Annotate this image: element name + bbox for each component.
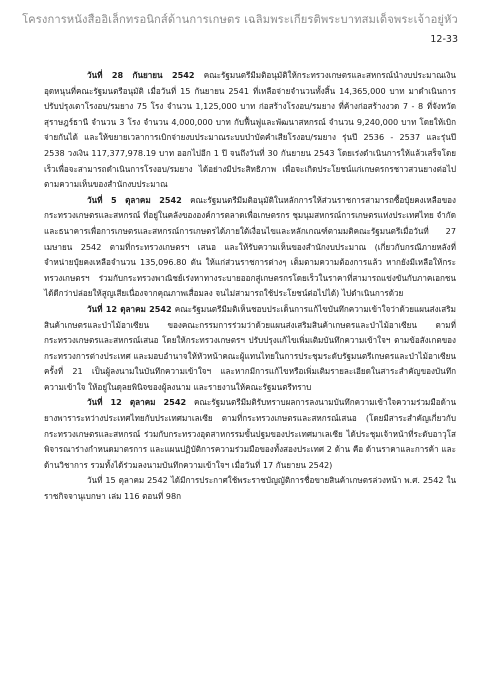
paragraph-text: คณะรัฐมนตรีมีมติอนุมัติให้กระทรวงเกษตรและสหกรณ์นำงบประมาณเงินอุดหนุนที่คณะรัฐมนตรีอนุมัติ เมื่อวันที่ 15 กันยายน 2541 ที่เหลือจ่ายจำนวนทั้งสิ้น 14,365,000 บาท มาดำเนินการปรับปรุงเตาโรงอบ/รมยาง 75 โรง จำนวน 1,125,000 บาท ก่อสร้างโรงอบ/รมยาง ที่ค้างก่อสร้างงวด 7 - 8 ที่จังหวัดสุราษฎร์ธานี จำนวน 3 โรง จำนวน 4,000,000 บาท กับฟื้นฟูและพัฒนาสหกรณ์ จำนวน 9,240,000 บาท โดยให้เบิกจ่ายกันได้ และให้ขยายเวลาการเบิกจ่ายงบประมาณระบบป่าบัตคำเสียโรงอบ/รมยาง รุ่นปี 2536 - 2537 และรุ่นปี 2538 วงเงิน 117,377,978.19 บาท ออกไปอีก 1 ปี จนถึงวันที่ 30 กันยายน 2543 โดยเร่งดำเนินการให้แล้วเสร็จโดยเร็วเพื่อจะสามารถดำเนินการโรงอบ/รมยาง ได้อย่างมีประสิทธิภาพ เพื่อจะเกิดประโยชน์แก่เกษตรกรชาวสวนยางต่อไป ตามความเห็นของสำนักงบประมาณ [44,70,456,190]
paragraph-text: วันที่ 15 ตุลาคม 2542 ได้มีการประกาศใช้พระราชบัญญัติการชื่อขายสินค้าเกษตรล่วงหน้า พ.ศ. 2542 ในราชกิจจานุเบกษา เล่ม 116 ตอนที่ 98ก [44,475,456,502]
paragraph-text: คณะรัฐมนตรีมีมติเห็นชอบประเด็นการแก้ไขบันทึกความเข้าใจว่าด้วยแผนส่งเสริมสินค้าเกษตรและป่าไม้อาเซียน ของคณะกรรมการร่วมว่าด้วยแผนส่งเสริมสินค้าเกษตรและป่าไม้อาเซียน ตามที่กระทรวงเกษตรและสหกรณ์เสนอ โดยให้กระทรวงเกษตรฯ ปรับปรุงแก้ไขเพิ่มเติมบันทึกความเข้าใจฯ ตามข้อสังเกตของกระทรวงการต่างประเทศ และมอบอำนาจให้หัวหน้าคณะผู้แทนไทยในการประชุมระดับรัฐมนตรีเกษตรและป่าไม้อาเซียน ครั้งที่ 21 เป็นผู้ลงนามในบันทึกความเข้าใจฯ และหากมีการแก้ไขหรือเพิ่มเติมรายละเอียดในสาระสำคัญของบันทึกความเข้าใจ ให้อยู่ในดุลยพินิจของผู้ลงนาม และรายงานให้คณะรัฐมนตรีทราบ [44,303,456,392]
paragraph-3 [44,302,456,396]
paragraph-date: วันที่ 28 กันยายน 2542 [87,70,195,80]
paragraph-1 [44,68,456,193]
paragraph-5 [44,473,456,504]
paragraph-date: วันที่ 12 ตุลาคม 2542 [87,303,172,314]
document-body [44,68,456,505]
page-number: 12-33 [430,34,458,45]
paragraph-date: วันที่ 5 ตุลาคม 2542 [87,194,182,205]
paragraph-4 [44,395,456,473]
paragraph-2 [44,193,456,302]
paragraph-text: คณะรัฐมนตรีมีมติรับทราบผลการลงนามบันทึกความเข้าใจความร่วมมือด้านยางพาราระหว่างประเทศไทยกับประเทศมาเลเซีย ตามที่กระทรวงเกษตรและสหกรณ์เสนอ (โดยมีสาระสำคัญเกี่ยวกับกระทรวงเกษตรและสหกรณ์ ร่วมกับกระทรวงอุตสาหกรรมขั้นปฐมของประเทศมาเลเซีย ได้ประชุมเจ้าหน้าที่ระดับอาวุโสพิจารณาร่างกำหนดมาตรการ และแผนปฏิบัติการความร่วมมือของทั้งสองประเทศ 2 ด้าน คือ ด้านราคาและการค้า และด้านวิชาการ รวมทั้งได้ร่วมลงนามบันทึกความเข้าใจฯ เมื่อวันที่ 17 กันยายน 2542) [44,397,456,470]
document-header: โครงการหนังสืออิเล็กทรอนิกส์ด้านการเกษตร เฉลิมพระเกียรติพระบาทสมเด็จพระเจ้าอยู่หัว [22,13,458,26]
paragraph-date: วันที่ 12 ตุลาคม 2542 [87,397,187,408]
paragraph-text: คณะรัฐมนตรีมีมติอนุมัติในหลักการให้ส่วนราชการสามารถซื้อปุ๋ยคงเหลือของกระทรวงเกษตรและสหกรณ์ ที่อยู่ในคลังขององค์การตลาดเพื่อเกษตรกร ชุมนุมสหกรณ์การเกษตรแห่งประเทศไทย จำกัด และธนาคารเพื่อการเกษตรและสหกรณ์การเกษตรได้ภายใต้เงื่อนไขและหลักเกณฑ์ตามมติคณะรัฐมนตรีเมื่อวันที่ 27 เมษายน 2542 ตามที่กระทรวงเกษตรฯ เสนอ และให้รับความเห็นของสำนักงบประมาณ (เกี่ยวกับกรณีภายหลังที่จำหน่ายปุ๋ยคงเหลือจำนวน 135,096.80 ตัน ให้แก่ส่วนราชการต่างๆ เต็มตามความต้องการแล้ว หากยังมีเหลือให้กระทรวงเกษตรฯ ร่วมกับกระทรวงพาณิชย์เร่งหาทางระบายออกสู่เกษตรกรโดยเร็วในราคาที่สามารถแข่งขันกับภาคเอกชนได้ดีกว่าปล่อยให้สูญเสียเนื่องจากคุณภาพเสื่อมลง จนไม่สามารถใช้ประโยชน์ต่อไปได้) ไปดำเนินการด้วย [44,194,456,299]
